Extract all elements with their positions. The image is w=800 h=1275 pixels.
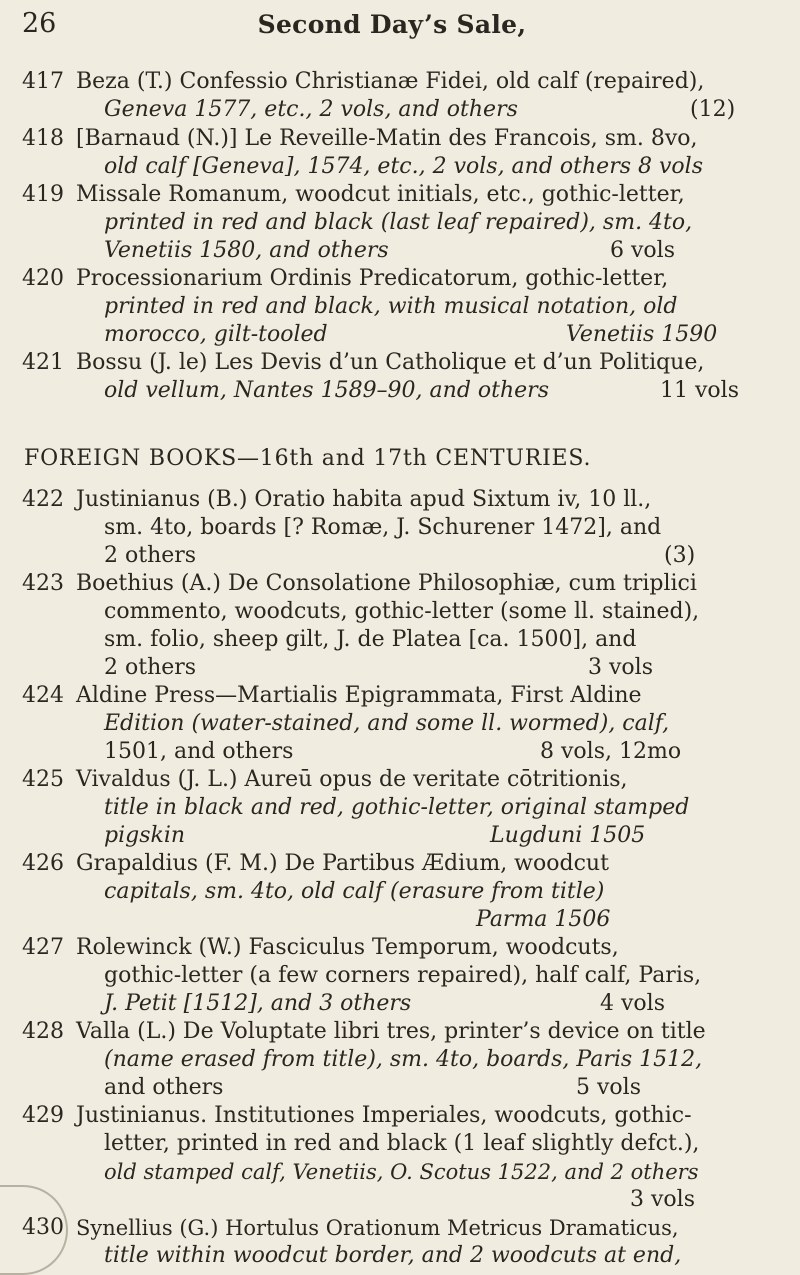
lot-line: Valla (L.) De Voluptate libri tres, printer’s device on title [76,1019,706,1044]
lot-number: 426 [22,851,64,876]
lot-number: 421 [22,350,64,375]
lot-number: 429 [22,1103,64,1128]
lot-number: 430 [22,1215,64,1240]
lot-line: old calf [Geneva], 1574, etc., 2 vols, and others 8 vols [104,154,703,179]
lot-line: (name erased from title), sm. 4to, boards, Paris 1512, [104,1047,703,1072]
lot-line: title in black and red, gothic-letter, original stamped [104,795,690,820]
lot-line: Boethius (A.) De Consolatione Philosophiæ, cum triplici [76,571,697,596]
lot-line: letter, printed in red and black (1 leaf slightly defct.), [104,1131,700,1156]
lot-line-right: Lugduni 1505 [490,823,646,848]
lot-number: 423 [22,571,64,596]
lot-number: 427 [22,935,64,960]
lot-line-right: 5 vols [576,1075,641,1100]
lot-line: Justinianus. Institutiones Imperiales, woodcuts, gothic- [76,1103,692,1128]
lot-line-right: 3 vols [588,655,653,680]
lot-line-right: Parma 1506 [476,907,611,932]
lot-line: Grapaldius (F. M.) De Partibus Ædium, woodcut [76,851,609,876]
lot-line-right: 6 vols [610,238,675,263]
lot-line: gothic-letter (a few corners repaired), half calf, Paris, [104,963,702,988]
lot-line: Processionarium Ordinis Predicatorum, gothic-letter, [76,266,669,291]
lot-number: 422 [22,487,64,512]
lot-line-right: 3 vols [630,1187,695,1212]
lot-line: title within woodcut border, and 2 woodcuts at end, [104,1243,682,1268]
lot-line: 1501, and others [104,739,294,764]
lot-line: old stamped calf, Venetiis, O. Scotus 1522, and 2 others [104,1160,699,1184]
lot-line-right: Venetiis 1590 [566,322,718,347]
lot-number: 428 [22,1019,64,1044]
lot-line: J. Petit [1512], and 3 others [104,991,412,1016]
lot-line: commento, woodcuts, gothic-letter (some ll. stained), [104,599,700,624]
lot-line: Bossu (J. le) Les Devis d’un Catholique et d’un Politique, [76,350,705,375]
page-number: 26 [22,8,57,39]
lot-line: capitals, sm. 4to, old calf (erasure from title) [104,879,605,904]
lot-line: Venetiis 1580, and others [104,238,389,263]
lot-line: morocco, gilt-tooled [104,322,328,347]
lot-line: pigskin [104,823,186,848]
lot-line: Beza (T.) Confessio Christianæ Fidei, old calf (repaired), [76,69,705,94]
lot-number: 418 [22,126,64,151]
lot-line: Vivaldus (J. L.) Aureū opus de veritate cōtritionis, [76,767,628,792]
lot-line: Geneva 1577, etc., 2 vols, and others [104,97,518,122]
lot-line: and others [104,1075,224,1100]
section-heading: FOREIGN BOOKS—16th and 17th CENTURIES. [24,446,592,471]
running-title: Second Day’s Sale, [257,10,527,39]
lot-number: 420 [22,266,64,291]
lot-number: 425 [22,767,64,792]
lot-line: [Barnaud (N.)] Le Reveille-Matin des Francois, sm. 8vo, [76,126,698,151]
lot-line-right: (3) [664,543,696,568]
lot-line: sm. folio, sheep gilt, J. de Platea [ca. 1500], and [104,627,637,652]
lot-line-right: (12) [690,97,736,122]
lot-line-right: 8 vols, 12mo [540,739,682,764]
lot-line: Missale Romanum, woodcut initials, etc., gothic-letter, [76,182,685,207]
lot-line: printed in red and black (last leaf repaired), sm. 4to, [104,210,693,235]
lot-line: sm. 4to, boards [? Romæ, J. Schurener 1472], and [104,515,662,540]
lot-number: 424 [22,683,64,708]
lot-number: 417 [22,69,64,94]
lot-line: 2 others [104,543,197,568]
lot-line-right: 11 vols [660,378,739,403]
lot-line-right: 4 vols [600,991,665,1016]
lot-line: Rolewinck (W.) Fasciculus Temporum, woodcuts, [76,935,619,960]
lot-line: Justinianus (B.) Oratio habita apud Sixtum iv, 10 ll., [76,487,652,512]
lot-line: old vellum, Nantes 1589–90, and others [104,378,549,403]
lot-line: Aldine Press—Martialis Epigrammata, First Aldine [76,683,642,708]
lot-line: Synellius (G.) Hortulus Orationum Metricus Dramaticus, [76,1216,679,1240]
pencil-circle-mark [0,1185,68,1275]
lot-line: printed in red and black, with musical notation, old [104,294,678,319]
lot-line: 2 others [104,655,197,680]
lot-line: Edition (water-stained, and some ll. wormed), calf, [104,711,670,736]
page-header [22,8,762,44]
lot-number: 419 [22,182,64,207]
